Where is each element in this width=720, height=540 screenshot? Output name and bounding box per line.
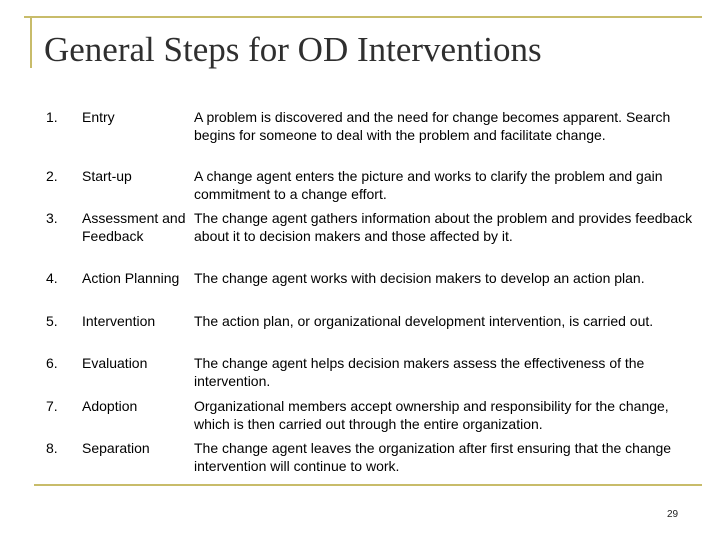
step-number: 5. <box>46 313 58 329</box>
step-number: 6. <box>46 355 58 371</box>
step-name: Separation <box>82 440 150 456</box>
step-row <box>46 439 706 479</box>
step-name: Intervention <box>82 313 156 329</box>
step-row <box>46 108 706 167</box>
step-row <box>46 397 706 439</box>
step-description: The change agent works with decision makers to develop an action plan. <box>194 270 645 286</box>
step-row <box>46 269 706 312</box>
step-description: Organizational members accept ownership and responsibility for the change, which is then carried out through the entire organization. <box>194 398 669 432</box>
step-description: A problem is discovered and the need for change becomes apparent. Search begins for someone to deal with the problem and facilitate change. <box>194 109 671 143</box>
step-row <box>46 354 706 397</box>
step-row <box>46 167 706 209</box>
step-name: Evaluation <box>82 355 148 371</box>
step-name: Adoption <box>82 398 138 414</box>
step-number: 7. <box>46 398 58 414</box>
step-number: 3. <box>46 210 58 226</box>
step-name: Start-up <box>82 168 132 184</box>
page-number: 29 <box>667 509 679 520</box>
left-rule <box>30 16 32 68</box>
step-description: The action plan, or organizational development intervention, is carried out. <box>194 313 654 329</box>
step-name: Entry <box>82 109 115 125</box>
steps-table <box>46 108 706 479</box>
step-description: A change agent enters the picture and works to clarify the problem and gain commitment to a change effort. <box>194 168 663 202</box>
slide-title: General Steps for OD Interventions <box>44 30 542 69</box>
step-description: The change agent leaves the organization after first ensuring that the change intervention will continue to work. <box>194 440 672 474</box>
step-number: 2. <box>46 168 58 184</box>
step-row <box>46 209 706 269</box>
top-rule <box>24 16 702 18</box>
step-description: The change agent gathers information about the problem and provides feedback about it to decision makers and those affected by it. <box>194 210 693 244</box>
bottom-rule <box>34 484 702 486</box>
step-name: Action Planning <box>82 270 180 286</box>
step-number: 4. <box>46 270 58 286</box>
step-description: The change agent helps decision makers assess the effectiveness of the intervention. <box>194 355 645 389</box>
step-number: 8. <box>46 440 58 456</box>
step-name: Assessment and Feedback <box>82 210 186 244</box>
step-number: 1. <box>46 109 58 125</box>
step-row <box>46 312 706 354</box>
